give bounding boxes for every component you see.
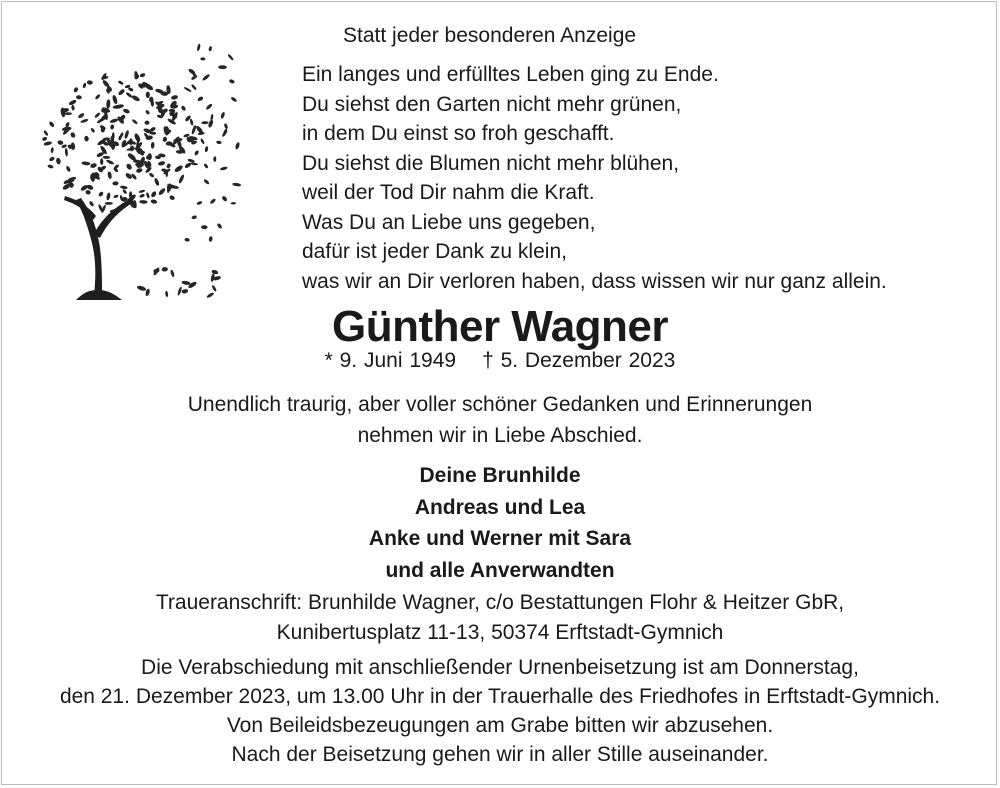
leaf-icon — [196, 43, 200, 51]
leaf-icon — [73, 87, 79, 94]
leaf-icon — [196, 201, 202, 206]
leaf-icon — [80, 118, 89, 123]
leaf-icon — [178, 174, 185, 184]
leaf-icon — [203, 179, 210, 186]
ceremony-line: Die Verabschiedung mit anschließender Urnenbeisetzung ist am Donnerstag, — [141, 656, 859, 679]
leaf-icon — [205, 103, 213, 111]
leaf-icon — [174, 164, 184, 173]
leaf-icon — [65, 165, 71, 172]
leaf-icon — [109, 118, 118, 124]
leaf-icon — [181, 280, 191, 285]
poem — [302, 60, 887, 296]
leaf-icon — [96, 116, 106, 124]
leaf-icon — [207, 119, 214, 128]
leaf-icon — [181, 289, 188, 294]
leaf-icon — [136, 168, 143, 174]
leaf-icon — [76, 95, 82, 100]
leaf-icon — [120, 185, 128, 189]
leaf-icon — [216, 140, 222, 144]
leaf-icon — [85, 189, 91, 195]
leaf-icon — [90, 127, 95, 133]
family-line: und alle Anverwandten — [385, 558, 615, 582]
poem-line: weil der Tod Dir nahm die Kraft. — [302, 181, 595, 204]
leaf-icon — [209, 198, 216, 205]
birth-date: * 9. Juni 1949 — [324, 349, 457, 372]
leaf-icon — [106, 99, 111, 109]
leaf-icon — [177, 286, 183, 296]
leaf-icon — [161, 267, 168, 272]
poem-line: in dem Du einst so froh geschafft. — [302, 122, 615, 145]
leaf-icon — [133, 73, 140, 80]
leaf-icon — [81, 161, 90, 166]
life-dates — [0, 347, 1000, 375]
leaf-icon — [184, 162, 192, 169]
leaf-icon — [49, 156, 56, 162]
leaf-icon — [231, 202, 237, 205]
leaf-icon — [146, 92, 150, 98]
leaf-icon — [191, 84, 198, 91]
leaf-icon — [56, 157, 62, 164]
leaf-icon — [90, 162, 98, 168]
leaf-icon — [98, 191, 104, 198]
leaf-icon — [213, 156, 216, 162]
leaf-icon — [112, 95, 118, 105]
leaf-icon — [100, 158, 104, 165]
poem-line: dafür ist jeder Dank zu klein, — [302, 240, 567, 263]
leaf-icon — [70, 131, 77, 138]
leaf-icon — [184, 237, 190, 242]
leaf-icon — [202, 73, 211, 81]
poem-line: Was Du an Liebe uns gegeben, — [302, 210, 596, 234]
leaf-icon — [194, 150, 200, 156]
leaf-icon — [125, 92, 133, 99]
leaf-icon — [183, 86, 192, 92]
leaf-icon — [42, 136, 48, 141]
leaf-icon — [65, 112, 72, 115]
leaf-icon — [158, 187, 167, 196]
leaf-icon — [43, 141, 52, 146]
windblown-tree-icon — [36, 38, 248, 303]
leaf-icon — [138, 189, 145, 193]
leaf-icon — [103, 156, 111, 159]
leaf-icon — [145, 109, 151, 115]
mourning-address — [0, 588, 1000, 647]
leaf-icon — [189, 118, 193, 125]
leaf-icon — [216, 223, 222, 230]
ceremony-line: Nach der Beisetzung gehen wir in aller Stille auseinander. — [231, 743, 769, 766]
family-line: Anke und Werner mit Sara — [368, 527, 632, 550]
poem-line: was wir an Dir verloren haben, dass wissen wir nur ganz allein. — [302, 269, 887, 293]
leaf-icon — [204, 146, 208, 153]
leaf-icon — [191, 125, 197, 135]
leaf-icon — [131, 119, 138, 125]
leaf-icon — [117, 88, 125, 96]
leaf-icon — [190, 162, 198, 166]
leaf-icon — [235, 142, 241, 150]
poem-line: Ein langes und erfülltes Leben ging zu Ende. — [302, 63, 719, 86]
leaf-icon — [227, 53, 234, 60]
leaf-icon — [77, 112, 85, 119]
leaf-icon — [200, 138, 205, 145]
leaf-icon — [203, 163, 209, 169]
leaf-icon — [154, 177, 161, 186]
leaf-icon — [180, 105, 186, 111]
leaf-icon — [57, 140, 64, 145]
leaf-icon — [146, 192, 151, 199]
leaf-icon — [50, 147, 54, 153]
leaf-icon — [218, 65, 227, 69]
mourning-text — [0, 390, 1000, 451]
leaf-icon — [68, 99, 77, 106]
leaf-icon — [201, 121, 208, 124]
ceremony-line: Von Beileidsbezeugungen am Grabe bitten wir abzusehen. — [226, 714, 774, 737]
leaf-icon — [136, 285, 146, 292]
family-line: Deine Brunhilde — [419, 464, 581, 487]
leaf-icon — [210, 114, 214, 121]
mourning-line: Unendlich traurig, aber voller schöner Gedanken und Erinnerungen — [187, 393, 813, 416]
leaf-icon — [125, 163, 132, 171]
leaf-icon — [94, 94, 100, 101]
leaf-icon — [82, 82, 87, 88]
leaf-icon — [220, 111, 225, 119]
leaf-icon — [70, 142, 75, 150]
leaf-icon — [139, 73, 146, 78]
leaf-icon — [94, 112, 101, 119]
leaf-icon — [84, 135, 89, 141]
leaf-icon — [47, 164, 54, 169]
leaf-icon — [169, 195, 176, 201]
leaf-icon — [208, 46, 212, 52]
leaf-icon — [206, 292, 214, 299]
leaf-icon — [110, 124, 114, 129]
leaf-icon — [71, 105, 75, 111]
leaf-icon — [122, 189, 128, 195]
leaf-icon — [221, 195, 228, 202]
leaf-icon — [197, 96, 204, 102]
leaf-icon — [124, 130, 130, 139]
leaf-icon — [139, 193, 145, 198]
leaf-icon — [48, 121, 55, 128]
leaf-icon — [150, 199, 157, 204]
leaf-icon — [162, 136, 167, 142]
leaf-icon — [201, 225, 208, 229]
leaf-icon — [62, 126, 72, 131]
intro-line: Statt jeder besonderen Anzeige — [343, 24, 637, 47]
leaf-icon — [171, 94, 179, 100]
leaf-icon — [117, 80, 124, 85]
leaf-icon — [211, 269, 219, 275]
leaf-icon — [166, 163, 171, 169]
leaf-icon — [125, 172, 133, 180]
leaf-icon — [148, 172, 154, 178]
leaf-icon — [144, 121, 149, 125]
leaf-icon — [229, 79, 236, 84]
leaf-icon — [230, 96, 237, 102]
mourning-line: nehmen wir in Liebe Abschied. — [357, 423, 643, 447]
family-line: Andreas und Lea — [414, 495, 586, 519]
poem-line: Du siehst den Garten nicht mehr grünen, — [302, 92, 682, 116]
leaf-icon — [208, 236, 213, 242]
leaf-icon — [224, 123, 229, 130]
death-date: † 5. Dezember 2023 — [482, 349, 676, 372]
leaf-icon — [129, 138, 133, 145]
leaf-icon — [198, 132, 205, 136]
leaf-icon — [131, 94, 141, 102]
leaf-icon — [187, 158, 195, 163]
poem-line: Du siehst die Blumen nicht mehr blühen, — [302, 151, 680, 175]
address-line: Kunibertusplatz 11-13, 50374 Erftstadt-Gymnich — [276, 620, 724, 644]
leaf-icon — [151, 142, 155, 149]
ceremony-line: den 21. Dezember 2023, um 13.00 Uhr in der Trauerhalle des Friedhofes in Erftstadt-Gymnich. — [59, 685, 941, 708]
leaf-icon — [211, 285, 217, 292]
leaf-icon — [158, 161, 166, 167]
leaf-icon — [123, 108, 131, 114]
leaf-icon — [106, 159, 115, 165]
leaf-icon — [200, 57, 205, 60]
leaf-icon — [88, 200, 94, 207]
ceremony-info — [0, 653, 1000, 769]
leaf-icon — [86, 184, 94, 191]
leaf-icon — [232, 182, 241, 187]
leaf-icon — [170, 269, 175, 277]
leaf-icon — [105, 202, 113, 205]
leaf-icon — [165, 291, 169, 297]
leaf-icon — [113, 194, 119, 199]
deceased-name: Günther Wagner — [331, 302, 669, 351]
leaf-icon — [87, 80, 94, 85]
leaf-icon — [191, 215, 197, 220]
leaf-icon — [112, 181, 118, 185]
leaf-icon — [150, 190, 157, 198]
leaf-icon — [139, 200, 148, 204]
leaf-icon — [43, 130, 49, 137]
leaf-icon — [106, 192, 111, 200]
address-line: Traueranschrift: Brunhilde Wagner, c/o Bestattungen Flohr & Heitzer GbR, — [155, 591, 845, 614]
leaf-icon — [107, 171, 112, 179]
family-signatures — [0, 460, 1000, 586]
leaf-icon — [220, 166, 228, 171]
leaf-icon — [65, 148, 69, 157]
